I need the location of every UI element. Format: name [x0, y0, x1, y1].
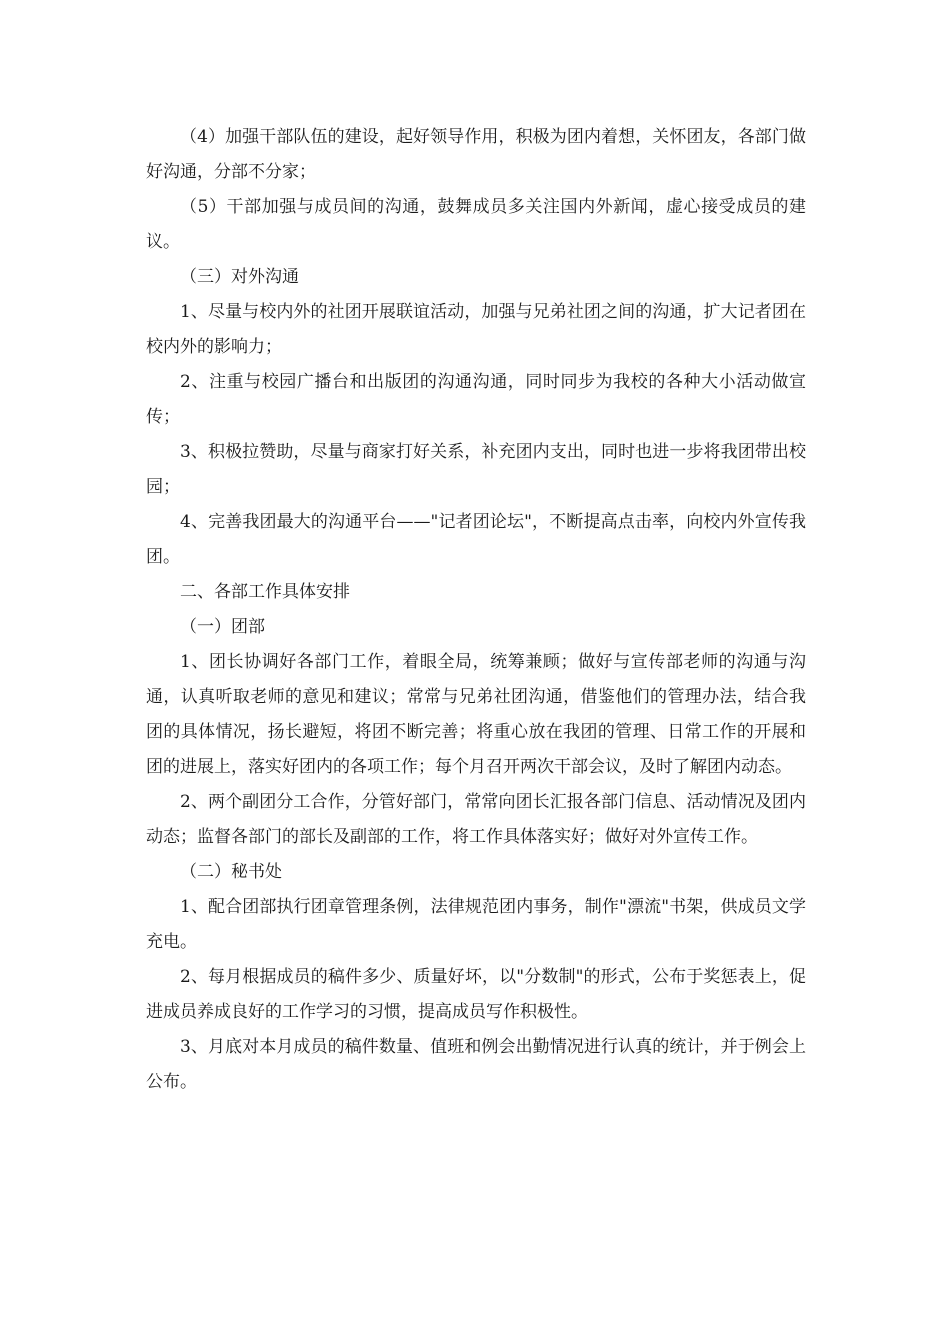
- document-body: [146, 120, 806, 1100]
- paragraph-secretariat-2: 2、每月根据成员的稿件多少、质量好坏，以"分数制"的形式，公布于奖惩表上，促进成员养成良好的工作学习的习惯，提高成员写作积极性。: [146, 967, 806, 1022]
- paragraph-secretariat-3: 3、月底对本月成员的稿件数量、值班和例会出勤情况进行认真的统计，并于例会上公布。: [146, 1037, 806, 1092]
- paragraph-external-1: 1、尽量与校内外的社团开展联谊活动，加强与兄弟社团之间的沟通，扩大记者团在校内外的影响力；: [146, 302, 806, 357]
- paragraph-secretariat-1: 1、配合团部执行团章管理条例，法律规范团内事务，制作"漂流"书架，供成员文学充电。: [146, 897, 806, 952]
- paragraph-cadre-building: （4）加强干部队伍的建设，起好领导作用，积极为团内着想，关怀团友，各部门做好沟通，分部不分家；: [146, 127, 806, 182]
- paragraph-cadre-communication: （5）干部加强与成员间的沟通，鼓舞成员多关注国内外新闻，虚心接受成员的建议。: [146, 197, 806, 252]
- paragraph-headquarters-2: 2、两个副团分工合作，分管好部门，常常向团长汇报各部门信息、活动情况及团内动态；监督各部门的部长及副部的工作，将工作具体落实好；做好对外宣传工作。: [146, 792, 806, 847]
- heading-secretariat: （二）秘书处: [180, 862, 282, 882]
- heading-group-headquarters: （一）团部: [180, 617, 265, 637]
- paragraph-external-2: 2、注重与校园广播台和出版团的沟通沟通，同时同步为我校的各种大小活动做宣传；: [146, 372, 806, 427]
- heading-department-arrangements: 二、各部工作具体安排: [180, 582, 350, 602]
- paragraph-headquarters-1: 1、团长协调好各部门工作，着眼全局，统筹兼顾；做好与宣传部老师的沟通与沟通，认真听取老师的意见和建议；常常与兄弟社团沟通，借鉴他们的管理办法，结合我团的具体情况，扬长避短，将团不断完善；将重心放在我团的管理、日常工作的开展和团的进展上，落实好团内的各项工作；每个月召开两次干部会议，及时了解团内动态。: [146, 652, 806, 777]
- paragraph-external-3: 3、积极拉赞助，尽量与商家打好关系，补充团内支出，同时也进一步将我团带出校园；: [146, 442, 806, 497]
- heading-external-communication: （三）对外沟通: [180, 267, 299, 287]
- paragraph-external-4: 4、完善我团最大的沟通平台——"记者团论坛"，不断提高点击率，向校内外宣传我团。: [146, 512, 806, 567]
